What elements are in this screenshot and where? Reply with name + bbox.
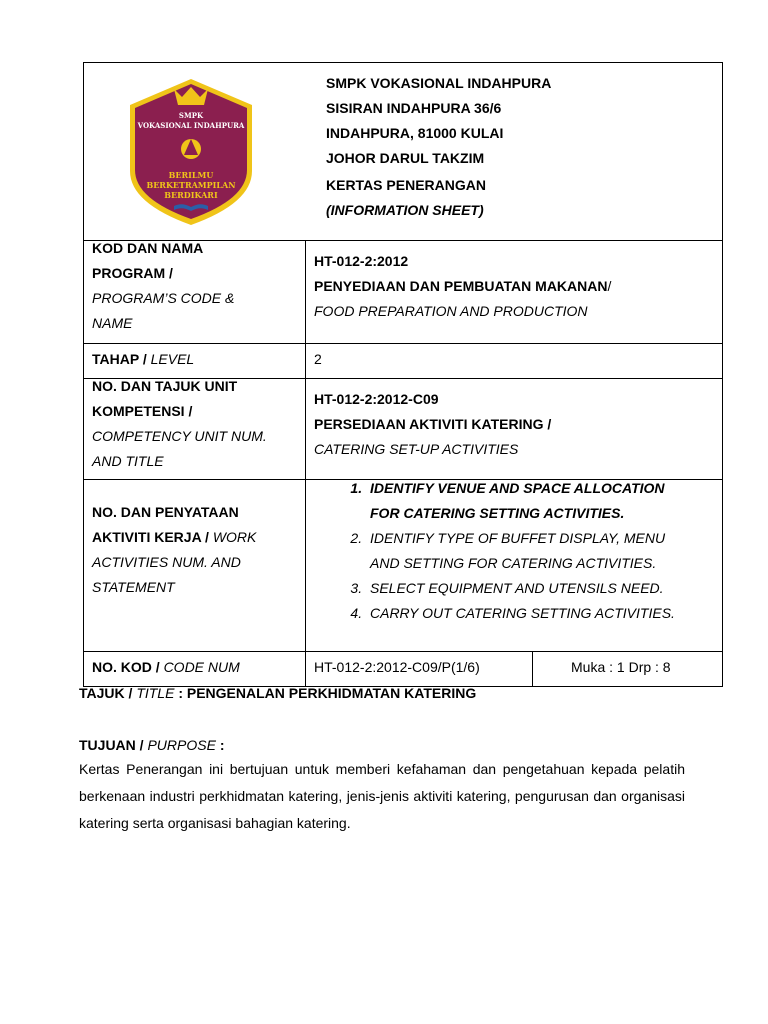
- unit-label-line-2: KOMPETENSI /: [92, 403, 193, 419]
- purpose-label: TUJUAN /: [79, 737, 144, 753]
- logo-school-name: VOKASIONAL INDAHPURA: [137, 121, 245, 130]
- unit-label-line-1: NO. DAN TAJUK UNIT: [92, 378, 238, 394]
- program-name-bm-text: PENYEDIAAN DAN PEMBUATAN MAKANAN: [314, 278, 608, 294]
- level-label-en: LEVEL: [150, 351, 195, 367]
- school-name: SMPK VOKASIONAL INDAHPURA: [326, 75, 552, 91]
- emblem-icon: [181, 139, 201, 159]
- body-title-label-en: TITLE: [136, 685, 175, 701]
- unit-code: HT-012-2:2012-C09: [314, 391, 439, 407]
- activity-item-2-line-1: 2. IDENTIFY TYPE OF BUFFET DISPLAY, MENU: [370, 530, 666, 546]
- activity-item: [366, 526, 714, 576]
- activities-label-en: WORK: [212, 529, 257, 545]
- activity-item: [366, 601, 714, 626]
- purpose-colon: :: [219, 737, 225, 753]
- level-label: TAHAP /: [92, 351, 147, 367]
- logo-motto-1: BERILMU: [168, 170, 214, 180]
- program-name-separator: /: [607, 278, 612, 294]
- sheet-subtitle: (INFORMATION SHEET): [326, 202, 484, 218]
- activity-item-2-line-2: AND SETTING FOR CATERING ACTIVITIES.: [370, 555, 657, 571]
- activity-item-1-line-2: FOR CATERING SETTING ACTIVITIES.: [370, 505, 625, 521]
- logo-top-label: SMPK: [178, 111, 204, 120]
- body-title: [79, 682, 476, 704]
- address-line-3: JOHOR DARUL TAKZIM: [326, 150, 485, 166]
- activities-label-line-1: NO. DAN PENYATAAN: [92, 504, 239, 520]
- purpose-label-en: PURPOSE: [147, 737, 216, 753]
- logo-motto-2: BERKETRAMPILAN: [146, 180, 236, 190]
- information-sheet-table: [83, 62, 723, 687]
- code-label: NO. KOD /: [92, 659, 160, 675]
- activity-list: [314, 476, 714, 626]
- logo-motto-3: BERDIKARI: [164, 190, 218, 200]
- unit-label-line-3: COMPETENCY UNIT NUM.: [92, 428, 267, 444]
- program-label-line-2: PROGRAM /: [92, 265, 173, 281]
- activity-item-1-line-1: 1. IDENTIFY VENUE AND SPACE ALLOCATION: [370, 480, 665, 496]
- program-label-line-3: PROGRAM’S CODE &: [92, 290, 235, 306]
- address-line-1: SISIRAN INDAHPURA 36/6: [326, 100, 502, 116]
- address-line-2: INDAHPURA, 81000 KULAI: [326, 125, 504, 141]
- purpose-heading: [79, 734, 224, 756]
- unit-title-en: CATERING SET-UP ACTIVITIES: [314, 441, 519, 457]
- program-label-line-4: NAME: [92, 315, 133, 331]
- program-row: [84, 241, 723, 344]
- program-name-en: FOOD PREPARATION AND PRODUCTION: [314, 303, 588, 319]
- activity-item-3-line-1: 3. SELECT EQUIPMENT AND UTENSILS NEED.: [370, 580, 664, 596]
- code-value: HT-012-2:2012-C09/P(1/6): [306, 652, 533, 687]
- sheet-title: KERTAS PENERANGAN: [326, 177, 486, 193]
- body-title-label: TAJUK /: [79, 685, 133, 701]
- program-label-line-1: KOD DAN NAMA: [92, 240, 204, 256]
- activities-label-bm: AKTIVITI KERJA /: [92, 529, 209, 545]
- header-row: [84, 63, 723, 241]
- code-label-en: CODE NUM: [163, 659, 240, 675]
- body-title-value: : PENGENALAN PERKHIDMATAN KATERING: [178, 685, 477, 701]
- school-address: [326, 71, 551, 223]
- activity-item-4-line-1: 4. CARRY OUT CATERING SETTING ACTIVITIES.: [370, 605, 675, 621]
- unit-label: [92, 374, 297, 474]
- unit-row: [84, 379, 723, 480]
- level-value: 2: [306, 344, 723, 379]
- unit-title-bm: PERSEDIAAN AKTIVITI KATERING /: [314, 416, 552, 432]
- activities-label-line-3: ACTIVITIES NUM. AND: [92, 554, 241, 570]
- activities-row: [84, 480, 723, 652]
- program-code: HT-012-2:2012: [314, 253, 409, 269]
- purpose-paragraph: Kertas Penerangan ini bertujuan untuk memberi kefahaman dan pengetahuan kepada pelatih berkenaan industri perkhidmatan katering, jenis-jenis aktiviti katering, pengurusan dan organisasi katering serta organisasi bahagian katering.: [79, 761, 685, 831]
- program-label: [92, 236, 297, 336]
- activity-item: [366, 576, 714, 601]
- program-name-bm: [314, 274, 714, 299]
- activities-label-line-2: [92, 525, 297, 550]
- header-block: [84, 63, 722, 240]
- page-count: Muka : 1 Drp : 8: [533, 652, 723, 687]
- unit-label-line-4: AND TITLE: [92, 453, 164, 469]
- school-logo: [124, 75, 258, 227]
- activity-item: [366, 476, 714, 526]
- activities-label-line-4: STATEMENT: [92, 579, 175, 595]
